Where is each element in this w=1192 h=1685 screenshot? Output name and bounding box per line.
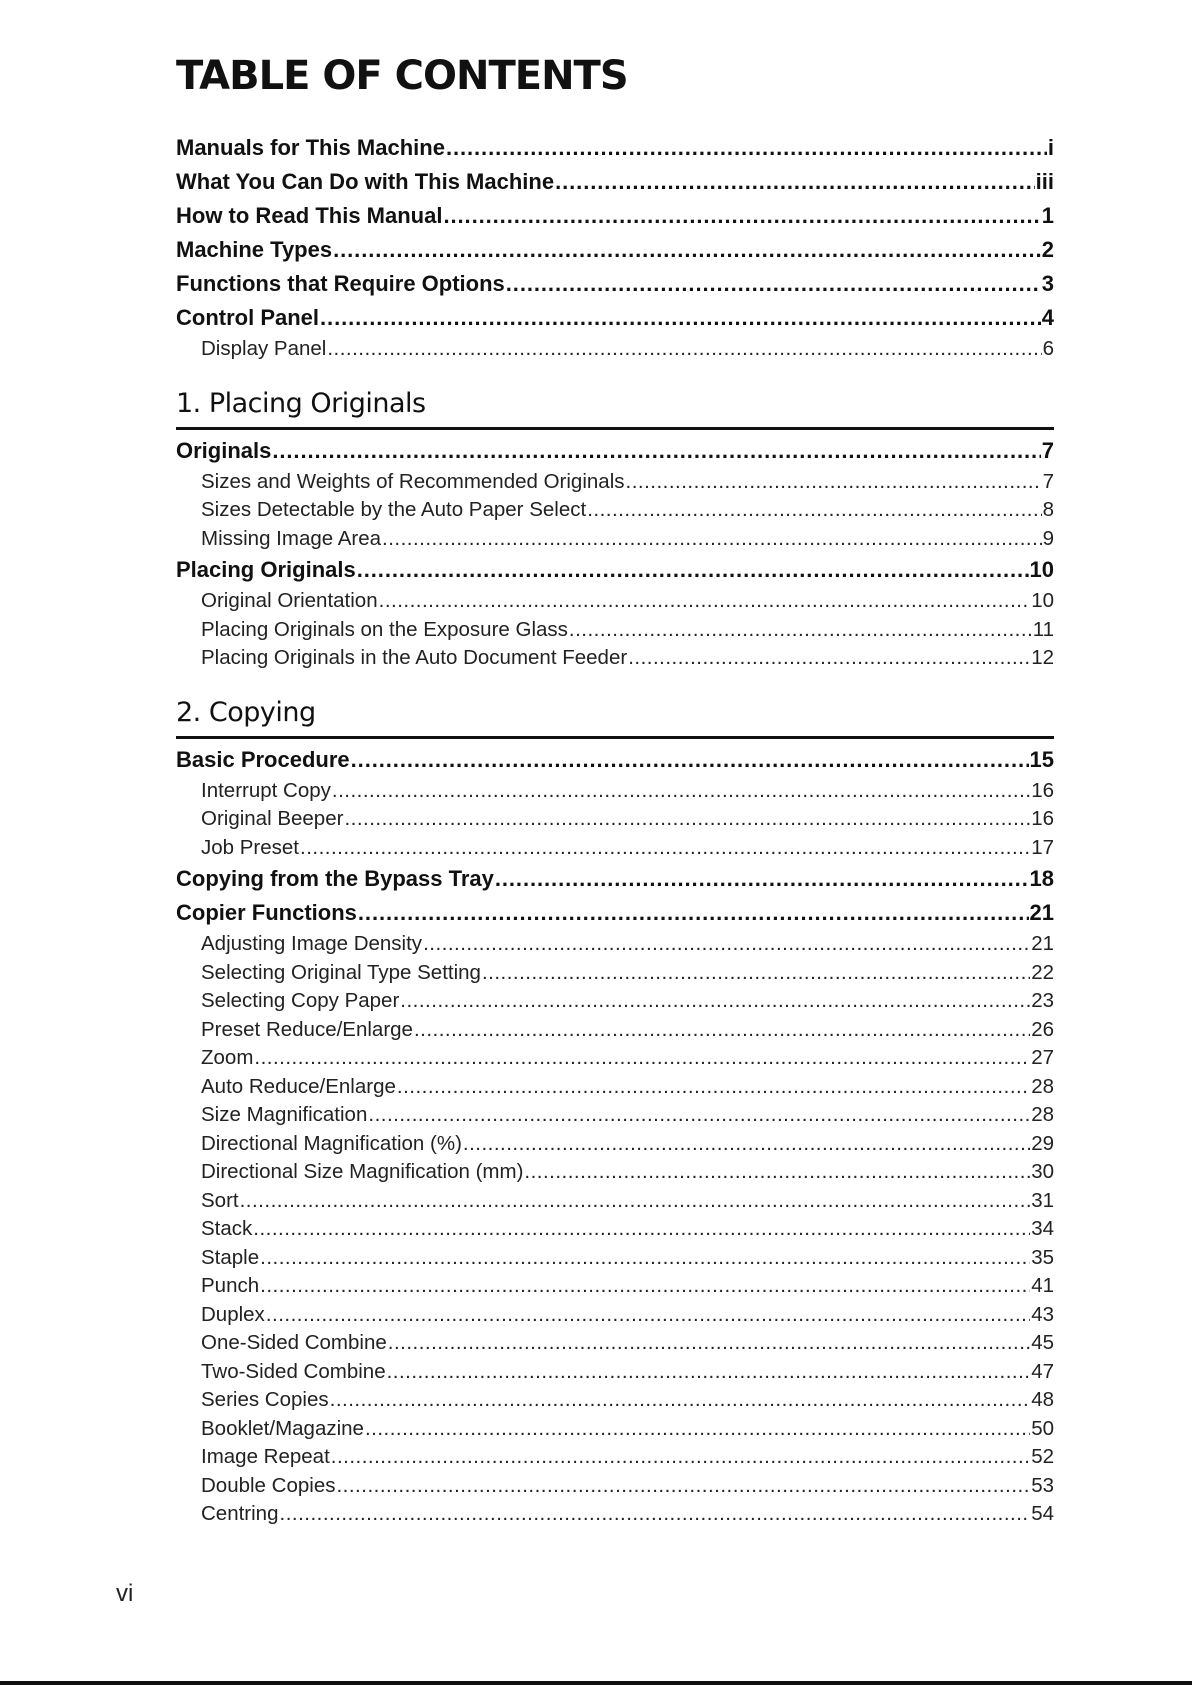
dot-leader bbox=[495, 862, 1029, 896]
toc-entry-label: Series Copies bbox=[201, 1388, 329, 1412]
toc-subentry[interactable] bbox=[176, 1244, 1054, 1273]
toc-entry-page: 28 bbox=[1031, 1103, 1054, 1127]
toc-subentry[interactable] bbox=[176, 1073, 1054, 1102]
dot-leader bbox=[253, 1215, 1030, 1244]
toc-subentry[interactable] bbox=[176, 644, 1054, 673]
front-matter-list bbox=[176, 131, 1054, 364]
dot-leader bbox=[555, 165, 1035, 199]
section-entries bbox=[176, 434, 1054, 673]
toc-subentry[interactable] bbox=[176, 1272, 1054, 1301]
toc-entry-label: Sort bbox=[201, 1188, 239, 1212]
toc-subentry[interactable] bbox=[176, 616, 1054, 645]
toc-entry-page: 7 bbox=[1041, 437, 1054, 463]
toc-entry-label: Auto Reduce/Enlarge bbox=[201, 1074, 396, 1098]
toc-entry-page: 26 bbox=[1031, 1017, 1054, 1041]
toc-entry[interactable] bbox=[176, 131, 1054, 165]
toc-entry-page: 1 bbox=[1041, 203, 1054, 228]
toc-subentry[interactable] bbox=[176, 1358, 1054, 1387]
dot-leader bbox=[423, 930, 1030, 959]
toc-entry-label: Placing Originals bbox=[176, 557, 356, 583]
toc-entry-label: Interrupt Copy bbox=[201, 778, 331, 802]
toc-subentry[interactable] bbox=[176, 468, 1054, 497]
toc-entry-label: Centring bbox=[201, 1502, 279, 1526]
toc-entry-label: Staple bbox=[201, 1245, 260, 1269]
toc-entry-page: 41 bbox=[1031, 1274, 1054, 1298]
section-heading: 1. Placing Originals bbox=[176, 386, 1054, 430]
toc-entry[interactable] bbox=[176, 199, 1054, 233]
toc-entry[interactable] bbox=[176, 434, 1054, 468]
dot-leader bbox=[446, 131, 1047, 165]
toc-entry-page: 11 bbox=[1032, 617, 1054, 641]
toc-entry-page: 4 bbox=[1041, 305, 1054, 330]
toc-entry-page: 17 bbox=[1031, 835, 1054, 859]
dot-leader bbox=[569, 616, 1032, 645]
toc-entry-label: Sizes Detectable by the Auto Paper Select bbox=[201, 498, 587, 522]
dot-leader bbox=[414, 1016, 1030, 1045]
dot-leader bbox=[331, 1443, 1030, 1472]
toc-entry-label: Selecting Original Type Setting bbox=[201, 960, 481, 984]
toc-entry[interactable] bbox=[176, 862, 1054, 896]
toc-entry-page: 22 bbox=[1031, 960, 1054, 984]
toc-subentry[interactable] bbox=[176, 1472, 1054, 1501]
toc-subentry[interactable] bbox=[176, 1301, 1054, 1330]
toc-entry-label: Copying from the Bypass Tray bbox=[176, 866, 494, 892]
toc-entry-page: 34 bbox=[1031, 1217, 1054, 1241]
toc-subentry[interactable] bbox=[176, 1386, 1054, 1415]
toc-entry[interactable] bbox=[176, 896, 1054, 930]
toc-entry-label: Two-Sided Combine bbox=[201, 1359, 386, 1383]
toc-subentry[interactable] bbox=[176, 987, 1054, 1016]
dot-leader bbox=[272, 434, 1040, 468]
dot-leader bbox=[333, 233, 1041, 267]
toc-entry-page: 2 bbox=[1041, 237, 1054, 262]
toc-subentry[interactable] bbox=[176, 777, 1054, 806]
toc-entry-page: 43 bbox=[1031, 1302, 1054, 1326]
toc-subentry[interactable] bbox=[176, 1016, 1054, 1045]
toc-entry-label: Preset Reduce/Enlarge bbox=[201, 1017, 413, 1041]
dot-leader bbox=[330, 1386, 1031, 1415]
toc-subentry[interactable] bbox=[176, 1158, 1054, 1187]
toc-subentry[interactable] bbox=[176, 834, 1054, 863]
toc-subentry[interactable] bbox=[176, 496, 1054, 525]
toc-entry-label: Double Copies bbox=[201, 1473, 336, 1497]
toc-entry-label: Manuals for This Machine bbox=[176, 135, 445, 160]
dot-leader bbox=[320, 301, 1041, 335]
dot-leader bbox=[260, 1272, 1030, 1301]
toc-entry-label: One-Sided Combine bbox=[201, 1331, 387, 1355]
toc-entry-page: 3 bbox=[1041, 271, 1054, 296]
toc-entry-label: What You Can Do with This Machine bbox=[176, 169, 555, 194]
toc-entry-page: 35 bbox=[1031, 1245, 1054, 1269]
toc-entry-page: 30 bbox=[1031, 1160, 1054, 1184]
toc-subentry[interactable] bbox=[176, 1443, 1054, 1472]
toc-entry[interactable] bbox=[176, 165, 1054, 199]
toc-entry[interactable] bbox=[176, 743, 1054, 777]
dot-leader bbox=[368, 1101, 1030, 1130]
toc-entry-label: Size Magnification bbox=[201, 1103, 368, 1127]
toc-entry-page: 18 bbox=[1029, 866, 1054, 892]
toc-subentry[interactable] bbox=[176, 1500, 1054, 1529]
table-of-contents bbox=[176, 131, 1054, 1529]
toc-entry[interactable] bbox=[176, 267, 1054, 301]
toc-entry-label: Duplex bbox=[201, 1302, 265, 1326]
dot-leader bbox=[332, 777, 1030, 806]
toc-entry-label: Placing Originals in the Auto Document Feeder bbox=[201, 646, 628, 670]
dot-leader bbox=[626, 468, 1042, 497]
toc-entry-page: iii bbox=[1035, 169, 1054, 194]
toc-entry[interactable] bbox=[176, 301, 1054, 335]
toc-entry-page: 47 bbox=[1031, 1359, 1054, 1383]
toc-subentry[interactable] bbox=[176, 1101, 1054, 1130]
toc-subentry[interactable] bbox=[176, 587, 1054, 616]
toc-entry-page: 12 bbox=[1031, 646, 1054, 670]
dot-leader bbox=[524, 1158, 1030, 1187]
toc-entry-label: Originals bbox=[176, 437, 272, 463]
toc-entry-label: Display Panel bbox=[201, 337, 327, 360]
toc-entry-page: 29 bbox=[1031, 1131, 1054, 1155]
toc-subentry[interactable] bbox=[176, 1415, 1054, 1444]
toc-entry-page: 50 bbox=[1031, 1416, 1054, 1440]
toc-entry-label: Control Panel bbox=[176, 305, 320, 330]
toc-subentry[interactable] bbox=[176, 959, 1054, 988]
toc-entry-label: Missing Image Area bbox=[201, 526, 382, 550]
toc-entry-label: Machine Types bbox=[176, 237, 333, 262]
toc-entry-page: 8 bbox=[1042, 498, 1054, 522]
toc-subentry[interactable] bbox=[176, 1187, 1054, 1216]
toc-subentry[interactable] bbox=[176, 1130, 1054, 1159]
dot-leader bbox=[506, 267, 1041, 301]
toc-entry-page: 53 bbox=[1031, 1473, 1054, 1497]
dot-leader bbox=[280, 1500, 1031, 1529]
page-title: TABLE OF CONTENTS bbox=[176, 53, 628, 99]
toc-entry-page: 28 bbox=[1031, 1074, 1054, 1098]
toc-entry-page: 16 bbox=[1031, 807, 1054, 831]
dot-leader bbox=[463, 1130, 1030, 1159]
toc-entry-page: 10 bbox=[1029, 557, 1054, 583]
dot-leader bbox=[397, 1073, 1030, 1102]
dot-leader bbox=[358, 896, 1029, 930]
dot-leader bbox=[240, 1187, 1031, 1216]
sections-container bbox=[176, 386, 1054, 1529]
toc-entry-page: 52 bbox=[1031, 1445, 1054, 1469]
toc-entry-page: 21 bbox=[1029, 900, 1054, 926]
dot-leader bbox=[300, 834, 1030, 863]
dot-leader bbox=[260, 1244, 1030, 1273]
toc-subentry[interactable] bbox=[176, 930, 1054, 959]
dot-leader bbox=[351, 743, 1029, 777]
toc-entry-page: 21 bbox=[1031, 932, 1054, 956]
toc-entry-label: Job Preset bbox=[201, 835, 299, 859]
dot-leader bbox=[482, 959, 1030, 988]
toc-entry-page: 6 bbox=[1042, 337, 1054, 360]
toc-entry-page: 7 bbox=[1042, 469, 1054, 493]
toc-entry-label: Punch bbox=[201, 1274, 260, 1298]
toc-entry-page: 45 bbox=[1031, 1331, 1054, 1355]
toc-entry-label: Functions that Require Options bbox=[176, 271, 505, 296]
toc-entry-page: 54 bbox=[1031, 1502, 1054, 1526]
section-entries bbox=[176, 743, 1054, 1529]
toc-entry-page: 15 bbox=[1029, 746, 1054, 772]
toc-entry-page: 31 bbox=[1031, 1188, 1054, 1212]
dot-leader bbox=[400, 987, 1030, 1016]
toc-entry-page: 9 bbox=[1042, 526, 1054, 550]
toc-entry-label: Directional Size Magnification (mm) bbox=[201, 1160, 524, 1184]
toc-entry-label: Image Repeat bbox=[201, 1445, 330, 1469]
toc-entry-label: Directional Magnification (%) bbox=[201, 1131, 462, 1155]
toc-subentry[interactable] bbox=[176, 1329, 1054, 1358]
toc-entry-page: 48 bbox=[1031, 1388, 1054, 1412]
dot-leader bbox=[387, 1358, 1031, 1387]
toc-entry-label: Placing Originals on the Exposure Glass bbox=[201, 617, 568, 641]
toc-entry-label: Original Orientation bbox=[201, 589, 378, 613]
dot-leader bbox=[365, 1415, 1030, 1444]
toc-entry-label: How to Read This Manual bbox=[176, 203, 443, 228]
toc-entry[interactable] bbox=[176, 553, 1054, 587]
toc-entry-page: 16 bbox=[1031, 778, 1054, 802]
dot-leader bbox=[443, 199, 1040, 233]
dot-leader bbox=[379, 587, 1031, 616]
toc-entry-label: Copier Functions bbox=[176, 900, 357, 926]
toc-subentry[interactable] bbox=[176, 1044, 1054, 1073]
toc-subentry[interactable] bbox=[176, 335, 1054, 364]
dot-leader bbox=[336, 1472, 1030, 1501]
toc-entry-label: Adjusting Image Density bbox=[201, 932, 423, 956]
toc-subentry[interactable] bbox=[176, 525, 1054, 554]
section-heading: 2. Copying bbox=[176, 695, 1054, 739]
dot-leader bbox=[382, 525, 1042, 554]
toc-entry[interactable] bbox=[176, 233, 1054, 267]
toc-entry-page: i bbox=[1047, 135, 1054, 160]
toc-subentry[interactable] bbox=[176, 1215, 1054, 1244]
dot-leader bbox=[266, 1301, 1030, 1330]
toc-subentry[interactable] bbox=[176, 805, 1054, 834]
toc-entry-label: Stack bbox=[201, 1217, 253, 1241]
dot-leader bbox=[628, 644, 1030, 673]
toc-entry-label: Booklet/Magazine bbox=[201, 1416, 364, 1440]
toc-entry-label: Selecting Copy Paper bbox=[201, 989, 400, 1013]
dot-leader bbox=[327, 335, 1041, 364]
dot-leader bbox=[587, 496, 1041, 525]
toc-entry-page: 10 bbox=[1031, 589, 1054, 613]
toc-entry-label: Zoom bbox=[201, 1046, 254, 1070]
page-number: vi bbox=[116, 1580, 134, 1607]
toc-entry-page: 27 bbox=[1031, 1046, 1054, 1070]
dot-leader bbox=[254, 1044, 1030, 1073]
toc-entry-label: Basic Procedure bbox=[176, 746, 350, 772]
dot-leader bbox=[388, 1329, 1030, 1358]
dot-leader bbox=[344, 805, 1030, 834]
dot-leader bbox=[357, 553, 1029, 587]
toc-entry-page: 23 bbox=[1031, 989, 1054, 1013]
toc-entry-label: Original Beeper bbox=[201, 807, 344, 831]
bottom-rule bbox=[0, 1681, 1192, 1685]
toc-entry-label: Sizes and Weights of Recommended Originals bbox=[201, 469, 625, 493]
